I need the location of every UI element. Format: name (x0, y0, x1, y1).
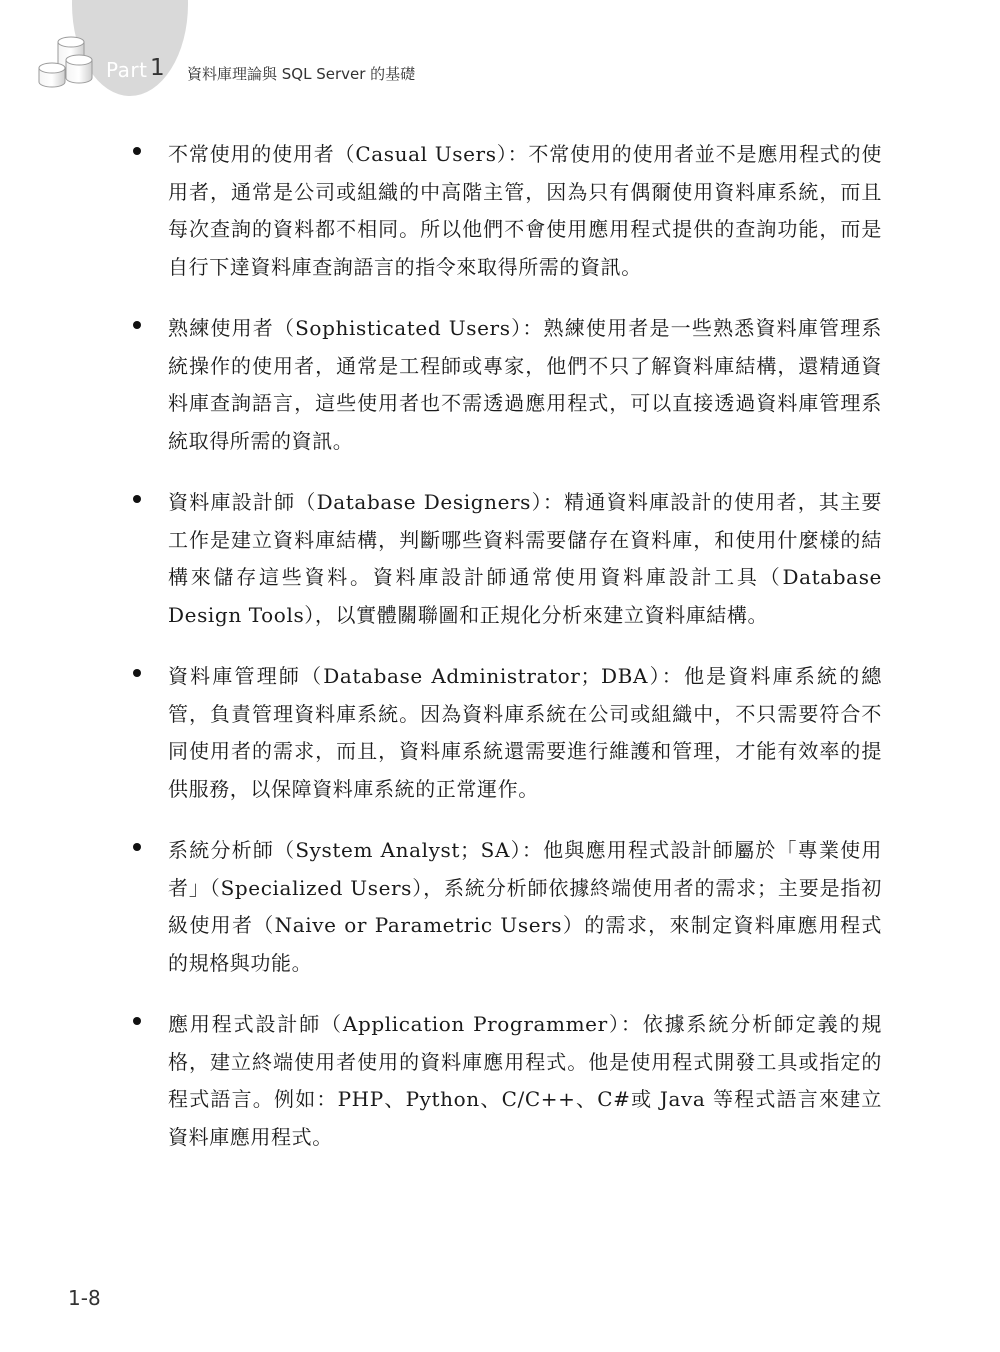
bullet-icon (133, 321, 141, 329)
database-icon (36, 34, 96, 90)
bullet-list (130, 136, 882, 1180)
bullet-item-dba (130, 658, 882, 808)
bullet-item-database-designers (130, 484, 882, 634)
page-number: 1-8 (68, 1286, 101, 1310)
bullet-item-system-analyst (130, 832, 882, 982)
bullet-icon (133, 1017, 141, 1025)
part-label: Part (106, 58, 148, 82)
bullet-text: 資料庫設計師（Database Designers）：精通資料庫設計的使用者，其主要工作是建立資料庫結構，判斷哪些資料需要儲存在資料庫，和使用什麼樣的結構來儲存這些資料。資料庫設計師通常使用資料庫設計工具（Database Design Tools），以實體關聯圖和正規化分析來建立資料庫結構。 (168, 490, 882, 627)
chapter-title: 資料庫理論與 SQL Server 的基礎 (187, 65, 416, 83)
bullet-text: 不常使用的使用者（Casual Users）：不常使用的使用者並不是應用程式的使用者，通常是公司或組織的中高階主管，因為只有偶爾使用資料庫系統，而且每次查詢的資料都不相同。所以他們不會使用應用程式提供的查詢功能，而是自行下達資料庫查詢語言的指令來取得所需的資訊。 (168, 142, 882, 279)
bullet-text: 應用程式設計師（Application Programmer）：依據系統分析師定義的規格，建立終端使用者使用的資料庫應用程式。他是使用程式開發工具或指定的程式語言。例如：PHP、Python、C/C++、C#或 Java 等程式語言來建立資料庫應用程式。 (168, 1012, 882, 1149)
bullet-icon (133, 669, 141, 677)
bullet-item-casual-users (130, 136, 882, 286)
bullet-item-sophisticated-users (130, 310, 882, 460)
bullet-icon (133, 843, 141, 851)
part-number: 1 (150, 55, 165, 81)
bullet-text: 資料庫管理師（Database Administrator；DBA）：他是資料庫系統的總管，負責管理資料庫系統。因為資料庫系統在公司或組織中，不只需要符合不同使用者的需求，而且，資料庫系統還需要進行維護和管理，才能有效率的提供服務，以保障資料庫系統的正常運作。 (168, 664, 882, 801)
bullet-icon (133, 147, 141, 155)
bullet-text: 熟練使用者（Sophisticated Users）：熟練使用者是一些熟悉資料庫管理系統操作的使用者，通常是工程師或專家，他們不只了解資料庫結構，還精通資料庫查詢語言，這些使用者也不需透過應用程式，可以直接透過資料庫管理系統取得所需的資訊。 (168, 316, 882, 453)
bullet-item-application-programmer (130, 1006, 882, 1156)
bullet-icon (133, 495, 141, 503)
bullet-text: 系統分析師（System Analyst；SA）：他與應用程式設計師屬於「專業使用者」（Specialized Users），系統分析師依據終端使用者的需求；主要是指初級使用者（Naive or Parametric Users）的需求，來制定資料庫應用程式的規格與功能。 (168, 838, 882, 975)
